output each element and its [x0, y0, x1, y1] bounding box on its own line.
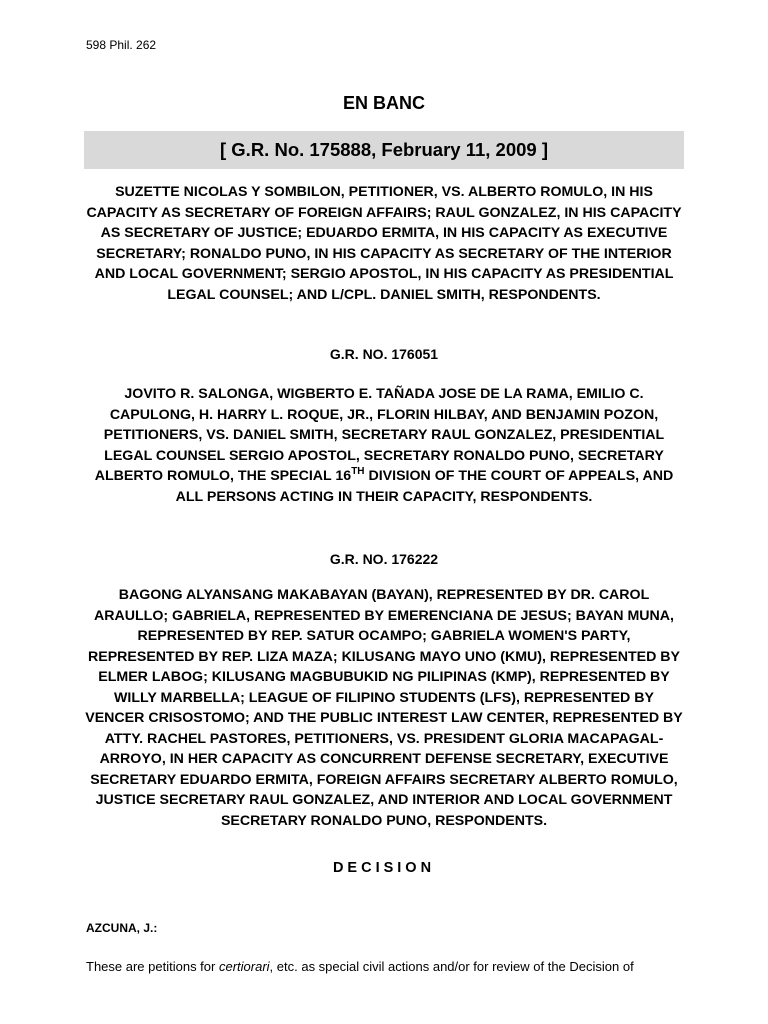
opening-text-1: These are petitions for [86, 959, 219, 974]
opening-italic-term: certiorari [218, 959, 270, 974]
case2-gr-number: G.R. NO. 176051 [329, 346, 439, 362]
case-number-title: [ G.R. No. 175888, February 11, 2009 ] [219, 139, 549, 160]
case2-parties [84, 384, 684, 507]
decision-heading: DECISION [332, 860, 436, 876]
report-citation: 598 Phil. 262 [86, 38, 157, 52]
case2-parties-text-1: JOVITO R. SALONGA, WIGBERTO E. TAÑADA JOSE DE LA RAMA, EMILIO C. CAPULONG, H. HARRY L. ROQUE, JR., FLORIN HILBAY, AND BENJAMIN POZON, PETITIONERS, VS. DANIEL SMITH, SECRETARY RAUL GONZALEZ, PRESIDENTIAL LEGAL COUNSEL SERGIO APOSTOL, SECRETARY RONALDO PUNO, SECRETARY ALBERTO ROMULO, THE SPECIAL 16 [94, 386, 665, 484]
court-division-heading: EN BANC [342, 93, 425, 113]
decision-opening-paragraph [86, 958, 686, 976]
ordinal-superscript: TH [351, 466, 365, 477]
case3-parties: BAGONG ALYANSANG MAKABAYAN (BAYAN), REPRESENTED BY DR. CAROL ARAULLO; GABRIELA, REPRESENTED BY EMERENCIANA DE JESUS; BAYAN MUNA, REPRESENTED BY REP. SATUR OCAMPO; GABRIELA WOMEN'S PARTY, REPRESENTED BY REP. LIZA MAZA; KILUSANG MAYO UNO (KMU), REPRESENTED BY ELMER LABOG; KILUSANG MAGBUBUKID NG PILIPINAS (KMP), REPRESENTED BY WILLY MARBELLA; LEAGUE OF FILIPINO STUDENTS (LFS), REPRESENTED BY VENCER CRISOSTOMO; AND THE PUBLIC INTEREST LAW CENTER, REPRESENTED BY ATTY. RACHEL PASTORES, PETITIONERS, VS. PRESIDENT GLORIA MACAPAGAL-ARROYO, IN HER CAPACITY AS CONCURRENT DEFENSE SECRETARY, EXECUTIVE SECRETARY EDUARDO ERMITA, FOREIGN AFFAIRS SECRETARY ALBERTO ROMULO, JUSTICE SECRETARY RAUL GONZALEZ, AND INTERIOR AND LOCAL GOVERNMENT SECRETARY RONALDO PUNO, RESPONDENTS. [85, 587, 683, 829]
ponente-name: AZCUNA, J.: [86, 921, 158, 935]
case1-parties: SUZETTE NICOLAS Y SOMBILON, PETITIONER, VS. ALBERTO ROMULO, IN HIS CAPACITY AS SECRETARY OF FOREIGN AFFAIRS; RAUL GONZALEZ, IN HIS CAPACITY AS SECRETARY OF JUSTICE; EDUARDO ERMITA, IN HIS CAPACITY AS EXECUTIVE SECRETARY; RONALDO PUNO, IN HIS CAPACITY AS SECRETARY OF THE INTERIOR AND LOCAL GOVERNMENT; SERGIO APOSTOL, IN HIS CAPACITY AS PRESIDENTIAL LEGAL COUNSEL; AND L/CPL. DANIEL SMITH, RESPONDENTS. [86, 184, 682, 303]
case-number-banner [84, 131, 684, 169]
case3-gr-number: G.R. NO. 176222 [329, 551, 439, 567]
case2-parties-text-2: DIVISION OF THE COURT OF APPEALS, AND ALL PERSONS ACTING IN THEIR CAPACITY, RESPONDENTS. [175, 468, 674, 505]
opening-text-2: , etc. as special civil actions and/or for review of the Decision of [269, 959, 634, 974]
